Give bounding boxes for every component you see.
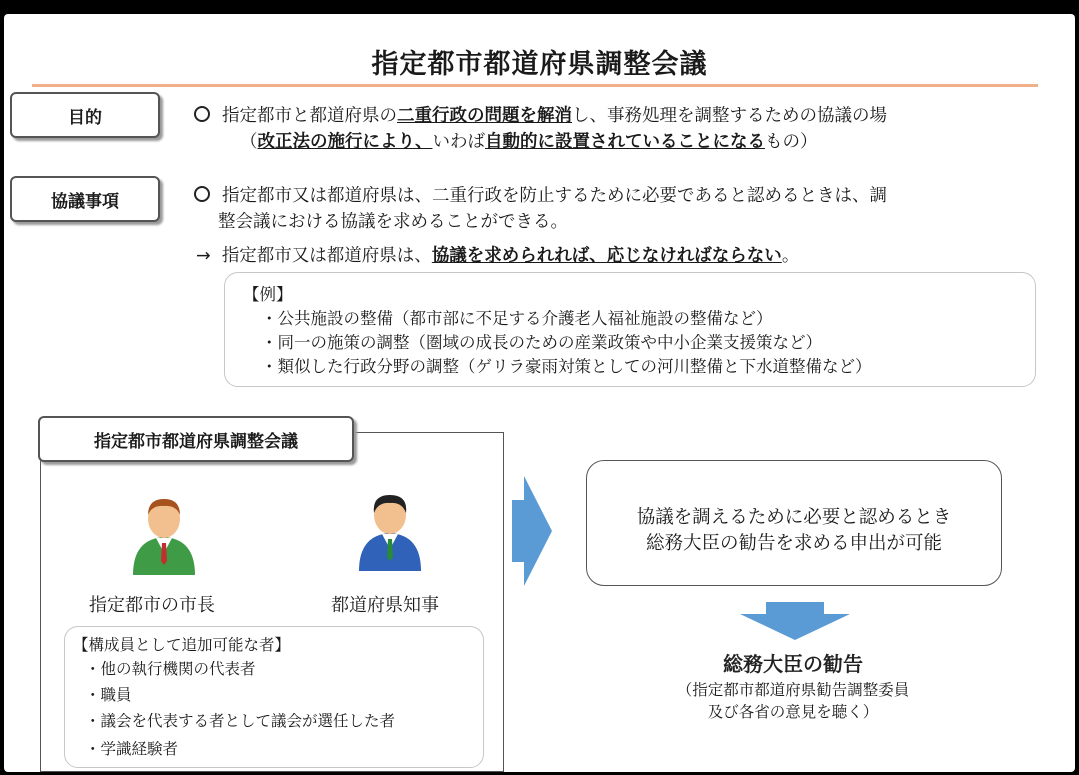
examples-box (224, 272, 1036, 387)
bullet-circle-icon (194, 106, 210, 122)
example-item: ・類似した行政分野の調整（ゲリラ豪雨対策としての河川整備と下水道整備など） (261, 357, 872, 376)
recommendation-sub-2: 及び各省の意見を聴く） (707, 703, 879, 721)
recommendation-sub-1: （指定都市都道府県勧告調整委員 (676, 681, 910, 699)
governor-label: 都道府県知事 (331, 595, 439, 616)
council-label-box (38, 416, 354, 462)
request-line-1: 協議を調えるために必要と認めるとき (636, 507, 952, 528)
member-item: ・他の執行機関の代表者 (85, 660, 256, 678)
consultation-line-3: → 指定都市又は都道府県は、協議を求められれば、応じなければならない。 (196, 246, 800, 266)
request-line-2: 総務大臣の勧告を求める申出が可能 (645, 533, 942, 554)
arrow-glyph: → (196, 246, 211, 266)
members-box (64, 626, 484, 768)
governor-person-icon (355, 491, 425, 571)
consultation-line-1: 指定都市又は都道府県は、二重行政を防止するために必要であると認めるときは、調 (194, 184, 887, 208)
purpose-line-2: （改正法の施行により、いわば自動的に設置されていることになるもの） (240, 132, 818, 152)
bullet-circle-icon (194, 186, 210, 202)
mayor-person-icon (129, 495, 199, 575)
down-arrow-icon (740, 602, 850, 640)
recommendation-title: 総務大臣の勧告 (723, 652, 863, 676)
title-divider (32, 84, 1038, 87)
mayor-label: 指定都市の市長 (89, 595, 215, 616)
member-item: ・職員 (85, 686, 132, 704)
slide (4, 14, 1075, 772)
example-item: ・同一の施策の調整（圏域の成長のための産業政策や中小企業支援策など） (261, 333, 822, 352)
example-item: ・公共施設の整備（都市部に不足する介護老人福祉施設の整備など） (261, 309, 773, 328)
member-item: ・議会を代表する者として議会が選任した者 (85, 712, 396, 730)
purpose-line-1: 指定都市と都道府県の二重行政の問題を解消し、事務処理を調整するための協議の場 (194, 104, 887, 128)
request-box (586, 460, 1002, 586)
examples-heading: 【例】 (243, 285, 293, 304)
purpose-label-box (10, 92, 160, 138)
purpose-label: 目的 (68, 107, 102, 128)
consultation-label-box (10, 176, 160, 222)
page-title: 指定都市都道府県調整会議 (371, 49, 708, 80)
right-arrow-icon (512, 476, 552, 586)
member-item: ・学識経験者 (85, 740, 179, 758)
members-heading: 【構成員として追加可能な者】 (73, 636, 291, 654)
consultation-line-2: 整会議における協議を求めることができる。 (218, 212, 568, 232)
council-label: 指定都市都道府県調整会議 (94, 431, 298, 452)
consultation-label: 協議事項 (51, 191, 119, 212)
